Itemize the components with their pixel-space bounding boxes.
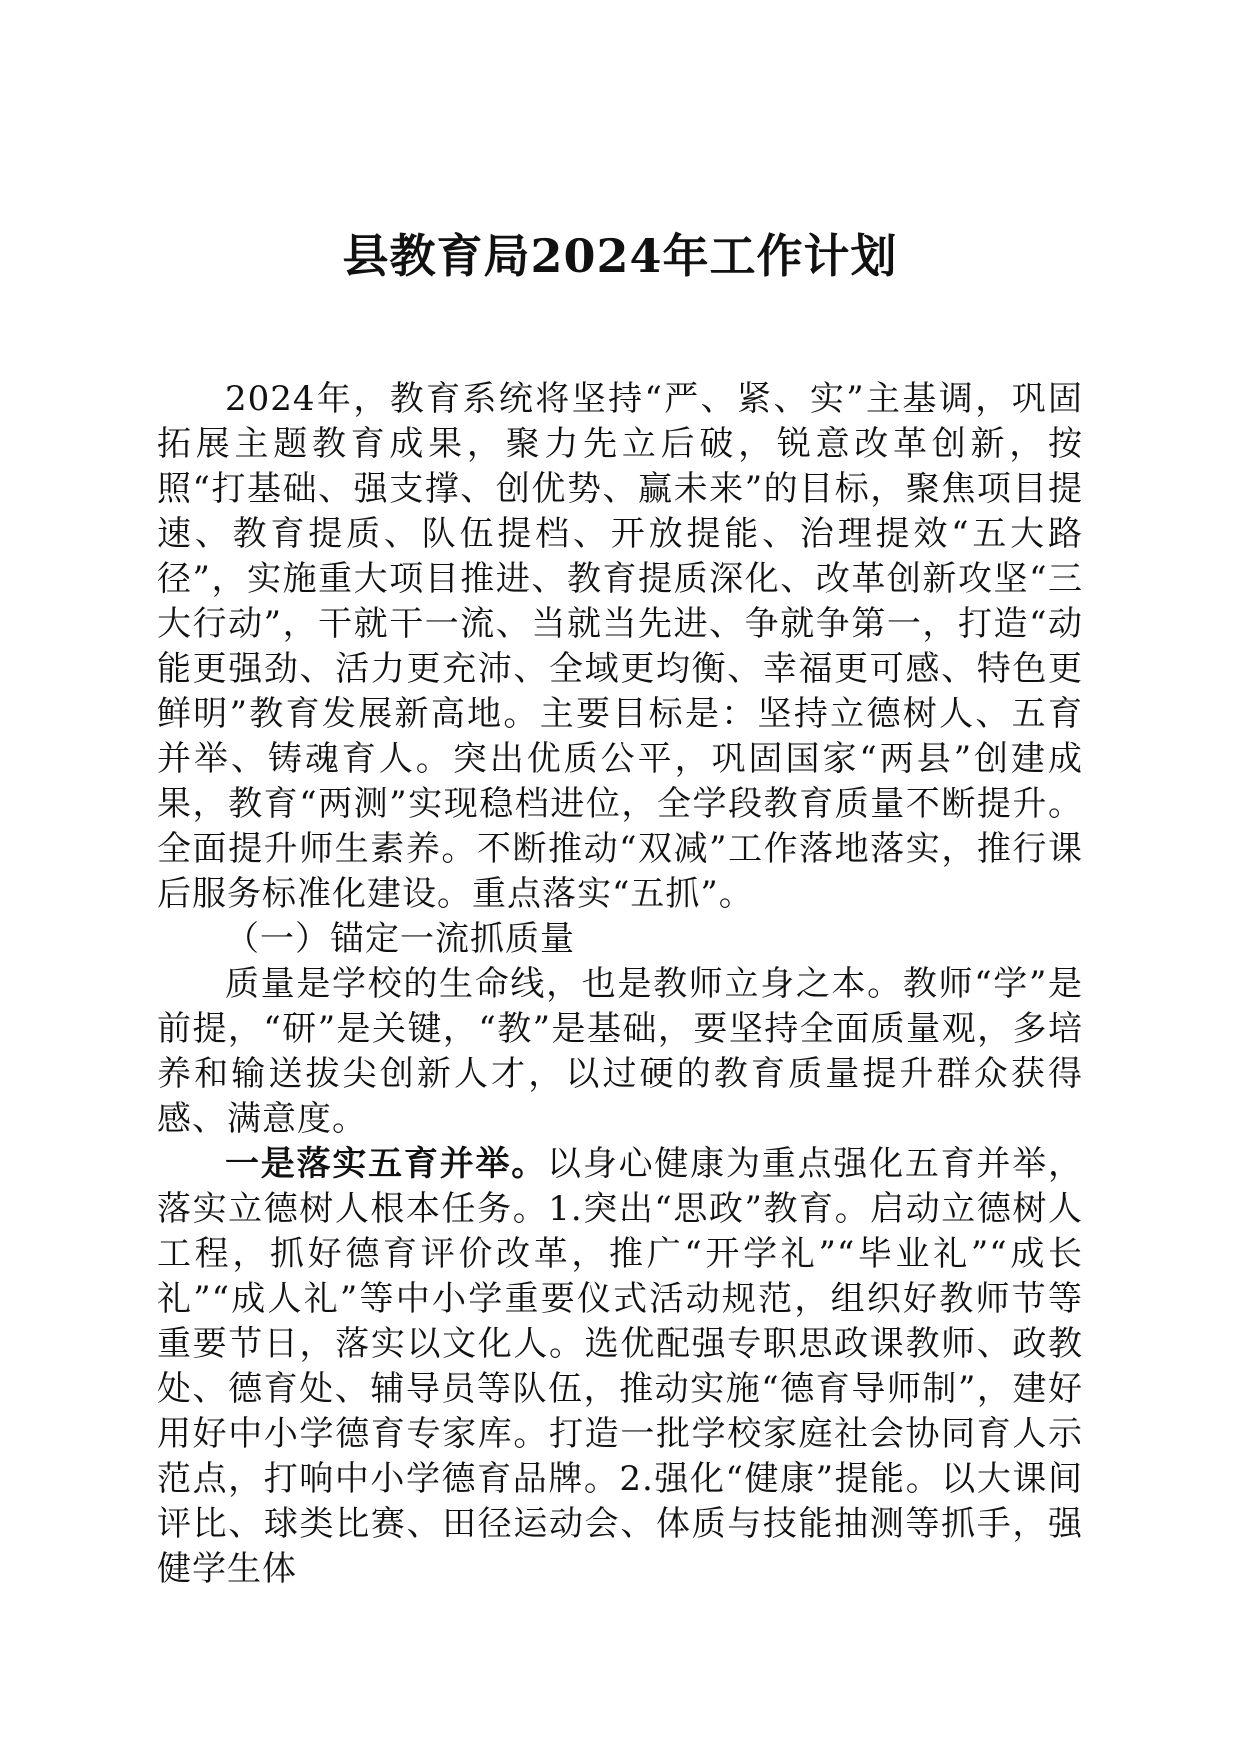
intro-paragraph: 2024年，教育系统将坚持“严、紧、实”主基调，巩固拓展主题教育成果，聚力先立后破，锐意改革创新，按照“打基础、强支撑、创优势、赢未来”的目标，聚焦项目提速、教育提质、队伍提档、开放提能、治理提效“五大路径”，实施重大项目推进、教育提质深化、改革创新攻坚“三大行动”，干就干一流、当就当先进、争就争第一，打造“动能更强劲、活力更充沛、全域更均衡、幸福更可感、特色更鲜明”教育发展新高地。主要目标是：坚持立德树人、五育并举、铸魂育人。突出优质公平，巩固国家“两县”创建成果，教育“两测”实现稳档进位，全学段教育质量不断提升。全面提升师生素养。不断推动“双减”工作落地落实，推行课后服务标准化建设。重点落实“五抓”。	[157, 379, 1083, 914]
item-1-text: 以身心健康为重点强化五育并举，落实立德树人根本任务。1.突出“思政”教育。启动立德树人工程，抓好德育评价改革，推广“开学礼”“毕业礼”“成长礼”“成人礼”等中小学重要仪式活动规范，组织好教师节等重要节日，落实以文化人。选优配强专职思政课教师、政教处、德育处、辅导员等队伍，推动实施“德育导师制”，建好用好中小学德育专家库。打造一批学校家庭社会协同育人示范点，打响中小学德育品牌。2.强化“健康”提能。以大课间评比、球类比赛、田径运动会、体质与技能抽测等抓手，强健学生体	[157, 1144, 1084, 1589]
item-1-lead: 一是落实五育并举。	[225, 1144, 548, 1184]
document-body	[157, 377, 1083, 1592]
section-heading-1: （一）锚定一流抓质量	[225, 919, 575, 959]
item-1-paragraph	[157, 1142, 1083, 1592]
section-1-paragraph: 质量是学校的生命线，也是教师立身之本。教师“学”是前提，“研”是关键，“教”是基础，要坚持全面质量观，多培养和输送拔尖创新人才，以过硬的教育质量提升群众获得感、满意度。	[157, 964, 1083, 1139]
document-title: 县教育局2024年工作计划	[342, 229, 898, 283]
